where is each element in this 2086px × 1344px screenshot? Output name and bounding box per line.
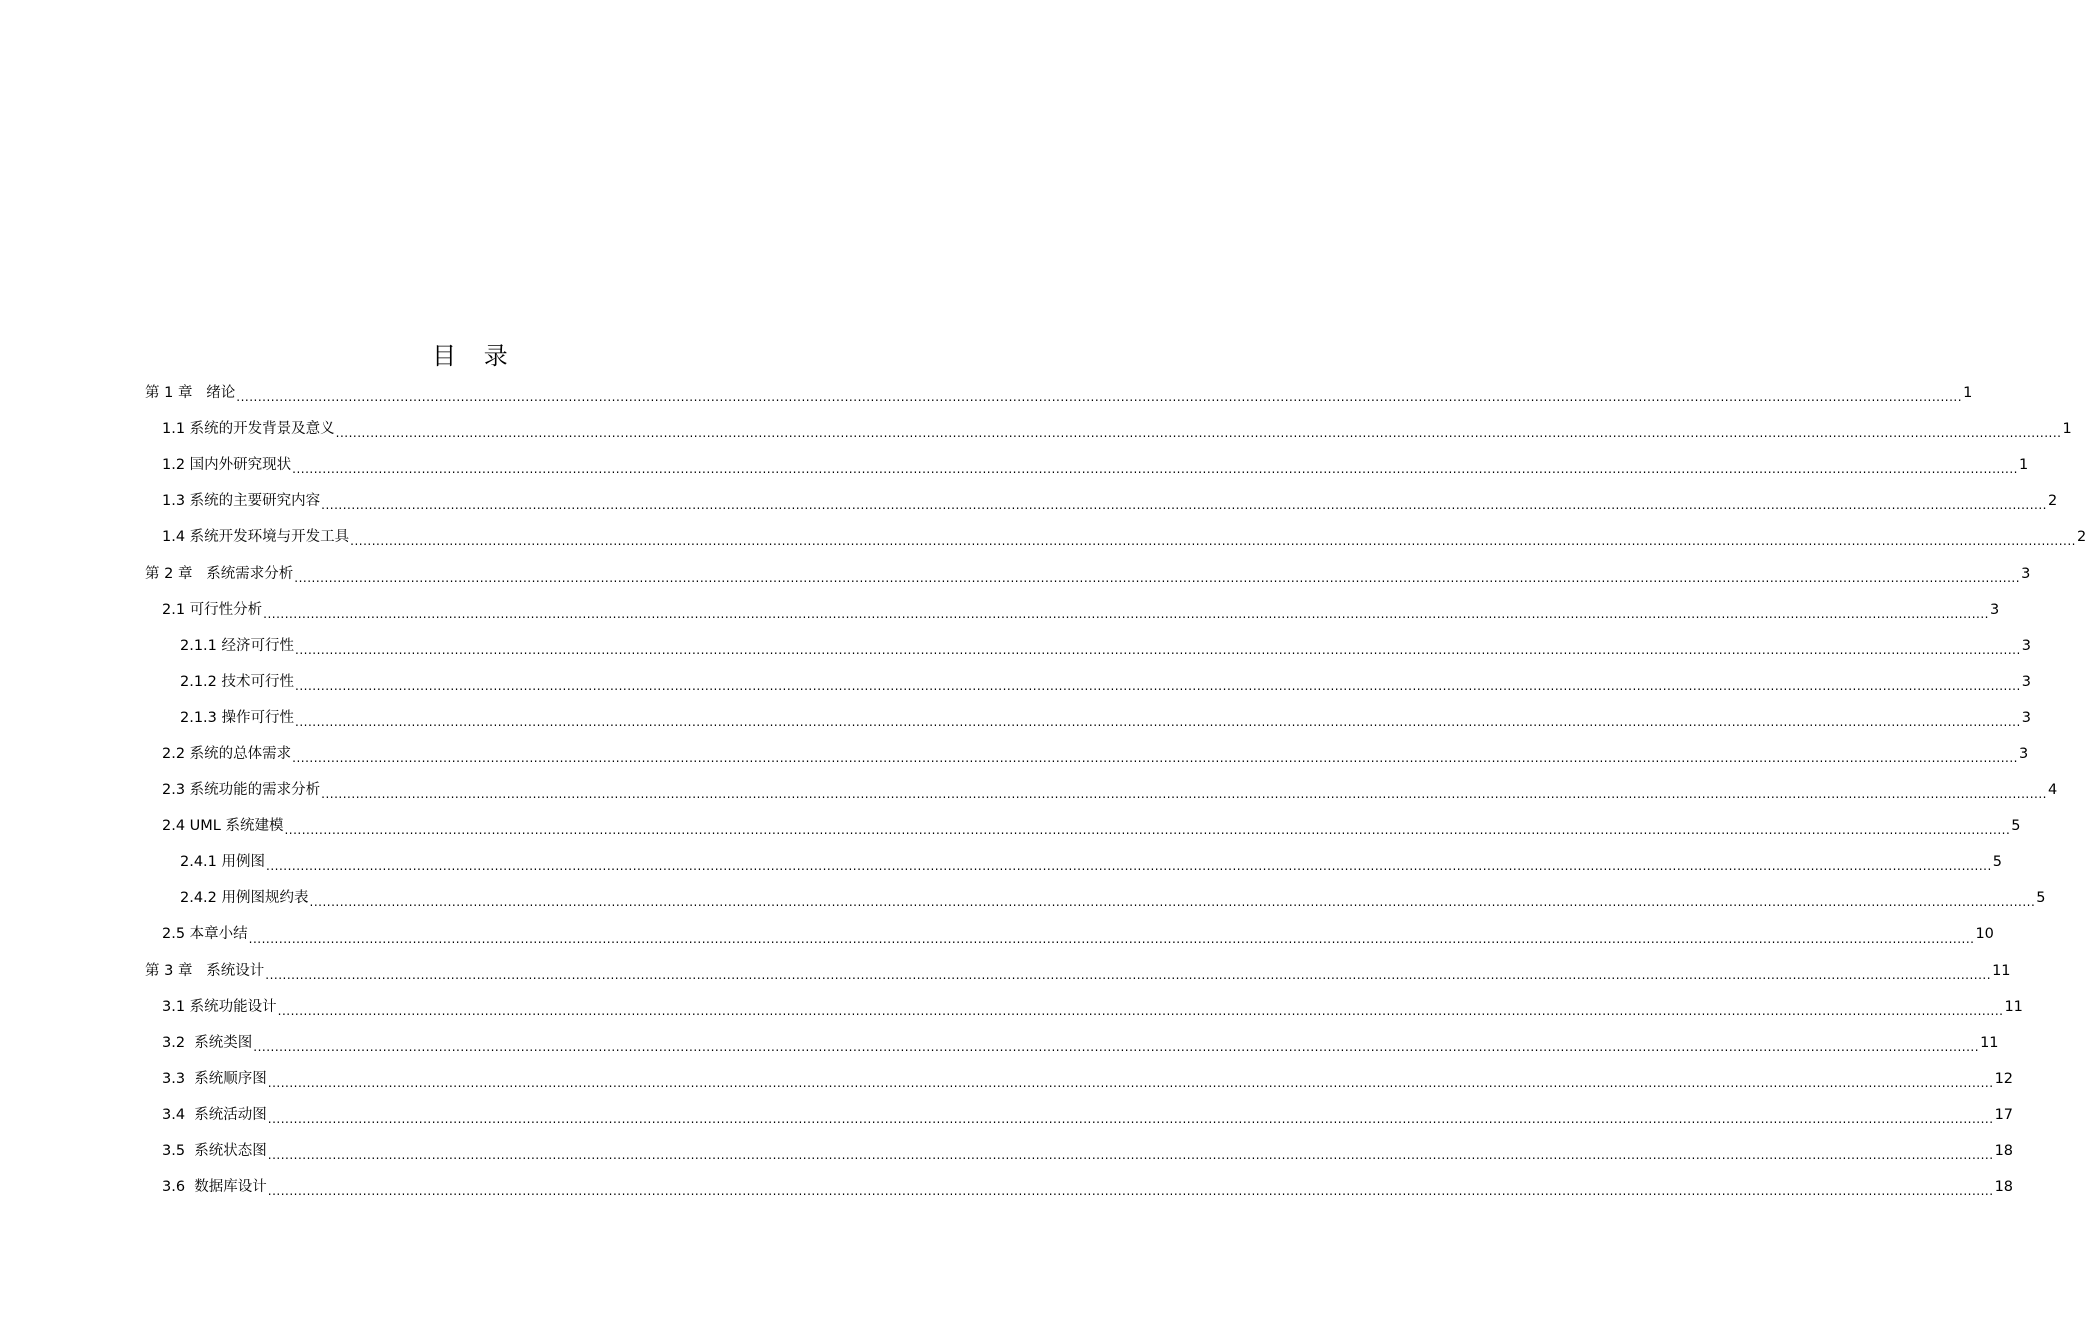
toc-entry-page: 5 bbox=[2011, 818, 2021, 835]
toc-entry-label: 1.4 系统开发环境与开发工具 bbox=[162, 529, 350, 546]
toc-dot-leader: ................................................................................................................................................................................................................................................................................................................................................................................................................ bbox=[267, 1184, 1994, 1199]
toc-entry-page: 5 bbox=[2036, 890, 2046, 907]
toc-entry-page: 11 bbox=[2004, 998, 2023, 1015]
toc-entry-page: 3 bbox=[2021, 673, 2032, 690]
toc-entry-label: 2.2 系统的总体需求 bbox=[162, 745, 292, 762]
toc-entry[interactable] bbox=[145, 916, 1994, 952]
toc-entry[interactable] bbox=[145, 411, 2072, 447]
toc-entry-label: 第 2 章 系统需求分析 bbox=[145, 565, 294, 582]
toc-entry[interactable] bbox=[145, 953, 2011, 989]
toc-entry-page: 1 bbox=[2062, 421, 2072, 438]
toc-entry-page: 5 bbox=[1992, 854, 2003, 871]
toc-entry-label: 1.3 系统的主要研究内容 bbox=[162, 493, 321, 510]
toc-dot-leader: ................................................................................................................................................................................................................................................................................................................................................................................................................ bbox=[253, 1039, 1980, 1054]
toc-entry[interactable] bbox=[145, 519, 2086, 555]
toc-entry[interactable] bbox=[145, 447, 2029, 483]
toc-entry[interactable] bbox=[145, 555, 2031, 591]
toc-entry-page: 1 bbox=[1963, 385, 1973, 402]
toc-entry[interactable] bbox=[145, 375, 1973, 411]
toc-entry-label: 3.4 系统活动图 bbox=[162, 1106, 267, 1123]
toc-dot-leader: ................................................................................................................................................................................................................................................................................................................................................................................................................ bbox=[248, 931, 1975, 946]
toc-entry-page: 3 bbox=[2021, 637, 2032, 654]
toc-entry[interactable] bbox=[145, 1061, 2014, 1097]
toc-entry[interactable] bbox=[145, 736, 2029, 772]
toc-entry-label: 2.1 可行性分析 bbox=[162, 601, 263, 618]
toc-entry-label: 3.2 系统类图 bbox=[162, 1034, 253, 1051]
toc-entry[interactable] bbox=[145, 700, 2032, 736]
toc-dot-leader: ................................................................................................................................................................................................................................................................................................................................................................................................................ bbox=[335, 426, 2062, 441]
toc-entry-page: 17 bbox=[1994, 1106, 2014, 1123]
toc-entry-page: 11 bbox=[1992, 962, 2011, 979]
toc-entry-label: 3.6 数据库设计 bbox=[162, 1179, 267, 1196]
toc-entry[interactable] bbox=[145, 808, 2021, 844]
toc-dot-leader: ................................................................................................................................................................................................................................................................................................................................................................................................................ bbox=[263, 606, 1989, 621]
toc-entry[interactable] bbox=[145, 989, 2023, 1025]
toc-entry-label: 3.1 系统功能设计 bbox=[162, 998, 277, 1015]
toc-dot-leader: ................................................................................................................................................................................................................................................................................................................................................................................................................ bbox=[309, 895, 2036, 910]
toc-entry[interactable] bbox=[145, 1133, 2014, 1169]
toc-dot-leader: ................................................................................................................................................................................................................................................................................................................................................................................................................ bbox=[277, 1003, 2004, 1018]
toc-entry[interactable] bbox=[145, 483, 2058, 519]
toc-entry-page: 3 bbox=[2021, 565, 2031, 582]
toc-entry-page: 18 bbox=[1994, 1143, 2014, 1160]
toc-dot-leader: ................................................................................................................................................................................................................................................................................................................................................................................................................ bbox=[266, 859, 1992, 874]
toc-dot-leader: ................................................................................................................................................................................................................................................................................................................................................................................................................ bbox=[321, 498, 2047, 513]
toc-dot-leader: ................................................................................................................................................................................................................................................................................................................................................................................................................ bbox=[292, 751, 2018, 766]
toc-entry-page: 18 bbox=[1994, 1179, 2014, 1196]
toc-entry-label: 2.5 本章小结 bbox=[162, 926, 248, 943]
toc-entry-page: 11 bbox=[1980, 1034, 1999, 1051]
toc-entry-label: 3.5 系统状态图 bbox=[162, 1143, 267, 1160]
toc-entry-label: 2.4.2 用例图规约表 bbox=[180, 890, 309, 907]
toc-dot-leader: ................................................................................................................................................................................................................................................................................................................................................................................................................ bbox=[236, 390, 1963, 405]
table-of-contents bbox=[145, 375, 2086, 1205]
toc-entry[interactable] bbox=[145, 592, 2000, 628]
toc-dot-leader: ................................................................................................................................................................................................................................................................................................................................................................................................................ bbox=[284, 823, 2011, 838]
toc-entry-page: 10 bbox=[1975, 926, 1994, 943]
toc-entry-label: 2.1.2 技术可行性 bbox=[180, 673, 295, 690]
toc-dot-leader: ................................................................................................................................................................................................................................................................................................................................................................................................................ bbox=[265, 967, 1992, 982]
toc-dot-leader: ................................................................................................................................................................................................................................................................................................................................................................................................................ bbox=[295, 714, 2021, 729]
toc-entry-label: 2.3 系统功能的需求分析 bbox=[162, 782, 321, 799]
toc-entry-page: 2 bbox=[2076, 529, 2086, 546]
toc-entry-page: 2 bbox=[2047, 493, 2058, 510]
toc-entry[interactable] bbox=[145, 628, 2032, 664]
toc-entry[interactable] bbox=[145, 844, 2003, 880]
toc-dot-leader: ................................................................................................................................................................................................................................................................................................................................................................................................................ bbox=[295, 678, 2021, 693]
toc-entry[interactable] bbox=[145, 664, 2032, 700]
toc-entry-label: 2.4.1 用例图 bbox=[180, 854, 266, 871]
toc-entry-label: 1.1 系统的开发背景及意义 bbox=[162, 421, 335, 438]
toc-dot-leader: ................................................................................................................................................................................................................................................................................................................................................................................................................ bbox=[267, 1148, 1994, 1163]
toc-entry-label: 第 3 章 系统设计 bbox=[145, 962, 265, 979]
page-title: 目 录 bbox=[432, 342, 518, 370]
toc-entry[interactable] bbox=[145, 772, 2058, 808]
toc-entry[interactable] bbox=[145, 1025, 1999, 1061]
toc-dot-leader: ................................................................................................................................................................................................................................................................................................................................................................................................................ bbox=[292, 462, 2018, 477]
toc-dot-leader: ................................................................................................................................................................................................................................................................................................................................................................................................................ bbox=[294, 570, 2021, 585]
toc-entry[interactable] bbox=[145, 1169, 2014, 1205]
toc-dot-leader: ................................................................................................................................................................................................................................................................................................................................................................................................................ bbox=[267, 1111, 1994, 1126]
toc-dot-leader: ................................................................................................................................................................................................................................................................................................................................................................................................................ bbox=[267, 1075, 1994, 1090]
toc-entry-page: 1 bbox=[2018, 457, 2029, 474]
toc-entry-page: 4 bbox=[2047, 782, 2058, 799]
toc-entry-label: 3.3 系统顺序图 bbox=[162, 1070, 267, 1087]
toc-entry-label: 第 1 章 绪论 bbox=[145, 385, 236, 402]
toc-entry[interactable] bbox=[145, 880, 2046, 916]
toc-dot-leader: ................................................................................................................................................................................................................................................................................................................................................................................................................ bbox=[321, 787, 2047, 802]
toc-entry-page: 12 bbox=[1994, 1070, 2014, 1087]
toc-entry-label: 2.4 UML 系统建模 bbox=[162, 818, 284, 835]
toc-entry-page: 3 bbox=[2021, 709, 2032, 726]
toc-entry-page: 3 bbox=[1989, 601, 2000, 618]
toc-entry-label: 1.2 国内外研究现状 bbox=[162, 457, 292, 474]
toc-entry-label: 2.1.3 操作可行性 bbox=[180, 709, 295, 726]
toc-dot-leader: ................................................................................................................................................................................................................................................................................................................................................................................................................ bbox=[350, 534, 2076, 549]
toc-entry[interactable] bbox=[145, 1097, 2014, 1133]
toc-entry-page: 3 bbox=[2018, 745, 2029, 762]
toc-entry-label: 2.1.1 经济可行性 bbox=[180, 637, 295, 654]
toc-dot-leader: ................................................................................................................................................................................................................................................................................................................................................................................................................ bbox=[295, 642, 2021, 657]
